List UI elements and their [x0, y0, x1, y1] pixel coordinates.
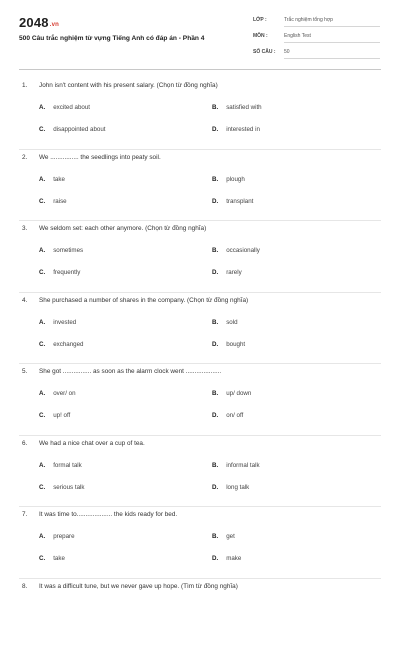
option-text: occasionally	[226, 247, 260, 254]
option-letter: C.	[39, 555, 45, 562]
option-letter: D.	[212, 269, 218, 276]
option-text: transplant	[226, 198, 253, 205]
question-number: 3.	[22, 225, 27, 232]
option-d[interactable]	[212, 484, 249, 491]
option-b[interactable]	[212, 462, 260, 469]
option-text: on/ off	[226, 412, 243, 419]
option-text: up/ down	[226, 390, 251, 397]
meta-subject-label: MÔN :	[253, 33, 268, 39]
option-letter: A.	[39, 462, 45, 469]
option-text: bought	[226, 341, 245, 348]
option-text: raise	[53, 198, 66, 205]
option-c[interactable]	[39, 269, 80, 276]
question-item	[19, 507, 381, 579]
option-text: plough	[226, 176, 245, 183]
option-letter: C.	[39, 412, 45, 419]
option-text: long talk	[226, 484, 249, 491]
question-number: 6.	[22, 440, 27, 447]
option-c[interactable]	[39, 341, 83, 348]
option-b[interactable]	[212, 533, 235, 540]
document-header	[0, 0, 400, 72]
meta-count-value: 50	[284, 49, 380, 59]
option-c[interactable]	[39, 484, 84, 491]
option-d[interactable]	[212, 555, 241, 562]
option-letter: A.	[39, 533, 45, 540]
question-text: She purchased a number of shares in the company. (Chọn từ đồng nghĩa)	[39, 297, 248, 304]
option-a[interactable]	[39, 104, 90, 111]
question-number: 7.	[22, 511, 27, 518]
question-text: We ................ the seedlings into peaty soil.	[39, 154, 161, 161]
option-text: formal talk	[53, 462, 82, 469]
meta-class-label: LỚP :	[253, 17, 267, 23]
question-list	[0, 78, 400, 649]
logo-main: 2048	[19, 15, 49, 30]
option-letter: B.	[212, 462, 218, 469]
option-d[interactable]	[212, 269, 242, 276]
option-text: prepare	[53, 533, 74, 540]
question-text: It was time to.................... the kids ready for bed.	[39, 511, 177, 518]
option-letter: A.	[39, 319, 45, 326]
question-item	[19, 364, 381, 436]
option-letter: C.	[39, 484, 45, 491]
option-c[interactable]	[39, 412, 70, 419]
option-text: informal talk	[226, 462, 259, 469]
option-letter: A.	[39, 176, 45, 183]
option-text: get	[226, 533, 235, 540]
meta-class-row	[253, 17, 383, 30]
option-text: up! off	[53, 412, 70, 419]
option-b[interactable]	[212, 176, 245, 183]
option-letter: C.	[39, 269, 45, 276]
option-b[interactable]	[212, 104, 262, 111]
option-text: exchanged	[53, 341, 83, 348]
option-letter: B.	[212, 533, 218, 540]
option-letter: C.	[39, 341, 45, 348]
site-logo[interactable]	[19, 15, 59, 30]
question-item	[19, 293, 381, 365]
option-c[interactable]	[39, 555, 65, 562]
option-a[interactable]	[39, 462, 82, 469]
option-letter: B.	[212, 176, 218, 183]
option-d[interactable]	[212, 341, 245, 348]
option-letter: B.	[212, 104, 218, 111]
option-d[interactable]	[212, 412, 243, 419]
document-meta	[253, 17, 383, 65]
question-text: She got ................ as soon as the alarm clock went ....................	[39, 368, 221, 375]
option-b[interactable]	[212, 247, 260, 254]
option-letter: D.	[212, 126, 218, 133]
meta-count-row	[253, 49, 383, 62]
option-text: sometimes	[53, 247, 83, 254]
option-letter: D.	[212, 341, 218, 348]
option-letter: D.	[212, 198, 218, 205]
option-letter: D.	[212, 412, 218, 419]
option-d[interactable]	[212, 126, 260, 133]
option-text: over/ on	[53, 390, 75, 397]
option-text: serious talk	[53, 484, 84, 491]
logo-suffix: .vn	[50, 22, 59, 28]
option-text: interested in	[226, 126, 260, 133]
option-text: satisfied with	[226, 104, 261, 111]
question-number: 4.	[22, 297, 27, 304]
option-letter: B.	[212, 247, 218, 254]
option-c[interactable]	[39, 198, 67, 205]
question-item	[19, 150, 381, 222]
header-divider	[19, 69, 381, 70]
option-d[interactable]	[212, 198, 253, 205]
document-title: 500 Câu trắc nghiệm từ vựng Tiếng Anh có đáp án - Phần 4	[19, 35, 204, 42]
option-c[interactable]	[39, 126, 105, 133]
option-a[interactable]	[39, 533, 75, 540]
option-b[interactable]	[212, 390, 251, 397]
meta-class-value: Trắc nghiệm tổng hợp	[284, 17, 380, 27]
question-text: We had a nice chat over a cup of tea.	[39, 440, 145, 447]
question-text: We seldom set: each other anymore. (Chọn từ đồng nghĩa)	[39, 225, 206, 232]
option-b[interactable]	[212, 319, 238, 326]
option-text: take	[53, 176, 65, 183]
option-text: rarely	[226, 269, 241, 276]
question-text: It was a difficult tune, but we never gave up hope. (Tìm từ đồng nghĩa)	[39, 583, 238, 590]
option-a[interactable]	[39, 319, 76, 326]
question-number: 5.	[22, 368, 27, 375]
option-text: invested	[53, 319, 76, 326]
option-letter: D.	[212, 484, 218, 491]
meta-count-label: SỐ CÂU :	[253, 49, 276, 55]
option-text: take	[53, 555, 65, 562]
question-number: 1.	[22, 82, 27, 89]
meta-subject-value: English Test	[284, 33, 380, 43]
question-number: 2.	[22, 154, 27, 161]
option-letter: A.	[39, 390, 45, 397]
option-letter: A.	[39, 104, 45, 111]
option-letter: A.	[39, 247, 45, 254]
option-letter: C.	[39, 198, 45, 205]
option-text: frequently	[53, 269, 80, 276]
question-text: John isn't content with his present salary. (Chọn từ đồng nghĩa)	[39, 82, 218, 89]
option-letter: C.	[39, 126, 45, 133]
option-a[interactable]	[39, 247, 83, 254]
option-a[interactable]	[39, 176, 65, 183]
option-letter: B.	[212, 319, 218, 326]
option-letter: B.	[212, 390, 218, 397]
question-item	[19, 78, 381, 150]
option-a[interactable]	[39, 390, 76, 397]
question-item	[19, 436, 381, 508]
question-number: 8.	[22, 583, 27, 590]
question-item	[19, 579, 381, 649]
option-text: make	[226, 555, 241, 562]
option-text: disappointed about	[53, 126, 105, 133]
option-letter: D.	[212, 555, 218, 562]
meta-subject-row	[253, 33, 383, 46]
option-text: excited about	[53, 104, 90, 111]
question-item	[19, 221, 381, 293]
option-text: sold	[226, 319, 237, 326]
